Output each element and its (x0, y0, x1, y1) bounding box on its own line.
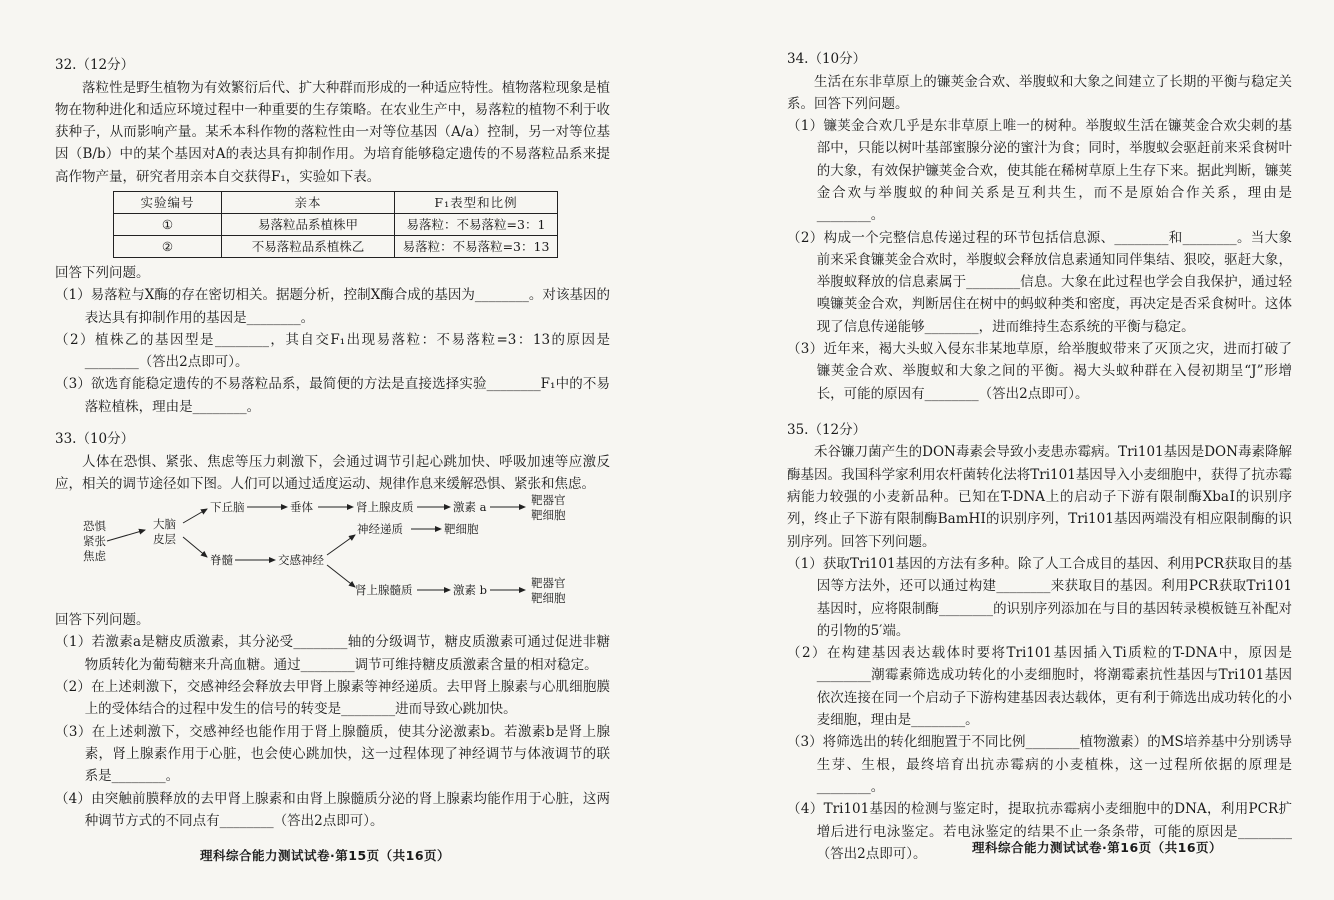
stimulus-label-3: 焦虑 (83, 549, 106, 564)
adrenal-medulla-label: 肾上腺髓质 (355, 583, 413, 598)
q32-prompt: 回答下列问题。 (55, 264, 150, 281)
left-column (55, 54, 610, 832)
table-cell: 易落粒：不易落粒=3：1 (395, 213, 558, 235)
cortex-label-2: 皮层 (153, 532, 176, 547)
table-row (114, 213, 558, 235)
q32-intro: 落粒性是野生植物为有效繁衍后代、扩大种群而形成的一种适应特性。植物落粒现象是植物在物种进化和适应环境过程中一种重要的生存策略。在农业生产中，易落粒的植物不利于收获种子，从而影响产量。某禾本科作物的落粒性由一对等位基因（A/a）控制，另一对等位基因（B/b）中的某个基因对A的表达具有抑制作用。为培育能够稳定遗传的不易落粒品系来提高作物产量，研究者用亲本自交获得F₁，实验如下表。 (55, 79, 610, 185)
q33-prompt: 回答下列问题。 (55, 612, 150, 629)
table-row (114, 235, 558, 257)
table-cell: 易落粒品系植株甲 (222, 213, 395, 235)
q33-item-3: （3）在上述刺激下，交感神经也能作用于肾上腺髓质，使其分泌激素b。若激素b是肾上腺素，肾上腺素作用于心脏，也会使心跳加快，这一过程体现了神经调节与体液调节的联系是________。 (55, 723, 610, 785)
q34-intro: 生活在东非草原上的镰荚金合欢、举腹蚁和大象之间建立了长期的平衡与稳定关系。回答下列问题。 (787, 73, 1292, 112)
hormone-b-label: 激素 b (453, 583, 488, 598)
q35-item-1: （1）获取Tri101基因的方法有多种。除了人工合成目的基因、利用PCR获取目的基因等方法外，还可以通过构建________来获取目的基因。利用PCR获取Tri101基因时，应将限制酶________的识别序列添加在与目的基因转录模板链互补配对的引物的5′端。 (787, 555, 1292, 639)
q35-item-2: （2）在构建基因表达载体时要将Tri101基因插入Ti质粒的T-DNA中，原因是________潮霉素筛选成功转化的小麦细胞时，将潮霉素抗性基因与Tri101基因依次连接在同一个启动子下游构建基因表达载体，更有利于筛选出成功转化的小麦细胞，理由是________。 (787, 645, 1292, 729)
adrenal-cortex-label: 肾上腺皮质 (356, 500, 414, 515)
table-cell: ② (114, 235, 222, 257)
cortex-label-1: 大脑 (153, 517, 176, 532)
q35-head: 35.（12分） (787, 421, 867, 438)
right-page (667, 0, 1334, 900)
q34-item-3: （3）近年来，褐大头蚁入侵东非某地草原，给举腹蚁带来了灭顶之灾，进而打破了镰荚金合欢、举腹蚁和大象之间的平衡。褐大头蚁种群在入侵初期呈“J”形增长，可能的原因有________（答出2点即可）。 (787, 341, 1292, 402)
q33-item-1: （1）若激素a是糖皮质激素，其分泌受________轴的分级调节，糖皮质激素可通过促进非糖物质转化为葡萄糖来升高血糖。通过________调节可维持糖皮质激素含量的相对稳定。 (55, 634, 610, 673)
stimulus-label-2: 紧张 (83, 534, 106, 549)
table-cell: 不易落粒品系植株乙 (222, 235, 395, 257)
regulation-pathway-diagram (55, 493, 610, 607)
q32-item-1: （1）易落粒与X酶的存在密切相关。据题分析，控制X酶合成的基因为________。对该基因的表达具有抑制作用的基因是________。 (55, 287, 610, 326)
q33-item-2: （2）在上述刺激下，交感神经会释放去甲肾上腺素等神经递质。去甲肾上腺素与心肌细胞膜上的受体结合的过程中发生的信号的转变是________进而导致心跳加快。 (55, 679, 610, 718)
target-cell-label: 靶细胞 (444, 522, 479, 537)
q32-head: 32.（12分） (55, 57, 135, 73)
q32-item-2: （2）植株乙的基因型是________，其自交F₁出现易落粒：不易落粒=3：13的原因是________（答出2点即可）。 (55, 331, 610, 371)
q32-item-3: （3）欲选育能稳定遗传的不易落粒品系，最简便的方法是直接选择实验________F₁中的不易落粒植株，理由是________。 (55, 376, 610, 415)
q33-item-4: （4）由突触前膜释放的去甲肾上腺素和由肾上腺髓质分泌的肾上腺素均能作用于心脏，这两种调节方式的不同点有________（答出2点即可）。 (55, 790, 610, 829)
table-header: 实验编号 (114, 191, 222, 213)
q34-item-1: （1）镰荚金合欢几乎是东非草原上唯一的树种。举腹蚁生活在镰荚金合欢尖刺的基部中，只能以树叶基部蜜腺分泌的蜜汁为食；同时，举腹蚁会驱赶前来采食树叶的大象，有效保护镰荚金合欢，使其能在稀树草原上生存下来。据此判断，镰荚金合欢与举腹蚁的种间关系是互利共生，而不是原始合作关系，理由是________。 (787, 118, 1292, 224)
sympathetic-nerve-label: 交感神经 (278, 553, 324, 568)
table-header-row (114, 191, 558, 213)
diagram-arrows (55, 499, 610, 607)
table-header: 亲本 (222, 191, 395, 213)
q35-intro: 禾谷镰刀菌产生的DON毒素会导致小麦患赤霉病。Tri101基因是DON毒素降解酶基因。我国科学家利用农杆菌转化法将Tri101基因导入小麦细胞中，获得了抗赤霉病能力较强的小麦新品种。已知在T-DNA上的启动子下游有限制酶XbaⅠ的识别序列，终止子下游有限制酶BamHⅠ的识别序列，Tri101基因两端没有相应限制酶的识别序列。回答下列问题。 (787, 444, 1292, 550)
stimulus-label-1: 恐惧 (83, 519, 106, 534)
target-b-label-1: 靶器官 (531, 576, 566, 591)
q34-item-2: （2）构成一个完整信息传递过程的环节包括信息源、________和________。当大象前来采食镰荚金合欢时，举腹蚁会释放信息素通知同伴集结、狠咬，驱赶大象，举腹蚁释放的信息素属于________信息。大象在此过程也学会自我保护，通过轻嗅镰荚金合欢，判断居住在树中的蚂蚁种类和密度，再决定是否采食树叶。这体现了信息传递能够________，进而维持生态系统的平衡与稳定。 (787, 229, 1292, 335)
q33-head: 33.（10分） (55, 431, 135, 448)
pituitary-label: 垂体 (290, 500, 313, 515)
table-header: F₁表型和比例 (395, 191, 558, 213)
target-b-label-2: 靶细胞 (531, 591, 566, 606)
q33-intro: 人体在恐惧、紧张、焦虑等压力刺激下，会通过调节引起心跳加快、呼吸加速等应激反应，相关的调节途径如下图。人们可以通过适度运动、规律作息来缓解恐惧、紧张和焦虑。 (55, 453, 610, 492)
hormone-a-label: 激素 a (453, 500, 487, 515)
target-a-label-2: 靶细胞 (531, 508, 566, 523)
right-page-footer: 理科综合能力测试试卷·第16页（共16页） (972, 840, 1223, 855)
left-page-footer: 理科综合能力测试试卷·第15页（共16页） (200, 848, 451, 863)
q35-item-3: （3）将筛选出的转化细胞置于不同比例________植物激素）的MS培养基中分别诱导生芽、生根，最终培育出抗赤霉病的小麦植株，这一过程所依据的原理是________。 (787, 734, 1292, 795)
table-cell: 易落粒：不易落粒=3：13 (395, 235, 558, 257)
q35-item-4: （4）Tri101基因的检测与鉴定时，提取抗赤霉病小麦细胞中的DNA，利用PCR扩增后进行电泳鉴定。若电泳鉴定的结果不止一条条带，可能的原因是________（答出2点即可）。 (787, 801, 1292, 862)
q34-head: 34.（10分） (787, 51, 867, 67)
target-a-label-1: 靶器官 (531, 493, 566, 508)
q32-table (113, 191, 558, 258)
table-cell: ① (114, 213, 222, 235)
neurotransmitter-label: 神经递质 (357, 522, 403, 537)
hypothalamus-label: 下丘脑 (210, 500, 245, 515)
right-column (787, 48, 1292, 865)
spinal-cord-label: 脊髓 (210, 553, 233, 568)
